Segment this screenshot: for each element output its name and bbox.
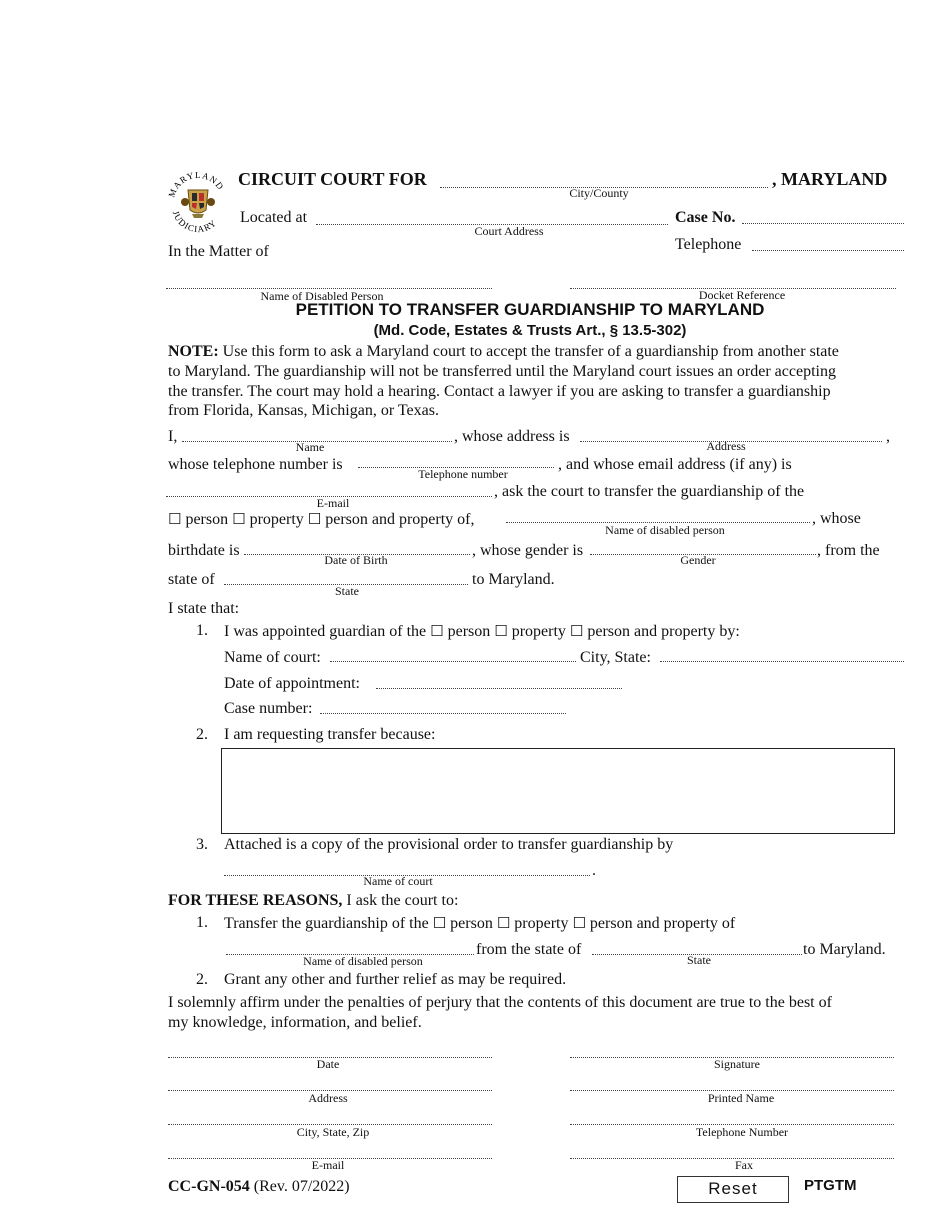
case-number-field[interactable] <box>320 713 566 714</box>
case-number-label: Case number: <box>224 700 313 717</box>
whose-telephone-label: whose telephone number is <box>168 456 343 473</box>
attached-period: . <box>592 862 596 879</box>
item-2-number: 2. <box>196 726 208 743</box>
court-telephone-field[interactable] <box>752 250 904 251</box>
form-code: PTGTM <box>804 1177 857 1194</box>
appointed-person-checkbox[interactable]: ☐ <box>430 622 444 640</box>
affirmation-line-2: my knowledge, information, and belief. <box>168 1014 422 1031</box>
docket-reference-caption: Docket Reference <box>698 288 786 302</box>
note-line-3: the transfer. The court may hold a hearing. Contact a lawyer if you are asking to transfer a guardianship <box>168 383 831 400</box>
reason-1-number: 1. <box>196 914 208 931</box>
appointed-property-label: property <box>511 623 566 640</box>
maryland-label: , MARYLAND <box>772 169 888 189</box>
signer-telephone-caption: Telephone Number <box>695 1125 789 1139</box>
name-of-court-label: Name of court: <box>224 649 321 666</box>
grant-relief-label: Grant any other and further relief as may be required. <box>224 971 567 988</box>
case-no-field[interactable] <box>742 223 904 224</box>
transfer-person-checkbox[interactable]: ☐ <box>432 914 447 932</box>
name-of-court-field[interactable] <box>330 661 576 662</box>
person-checkbox[interactable]: ☐ <box>168 510 182 528</box>
to-maryland-label: to Maryland. <box>472 571 555 588</box>
email-caption: E-mail <box>316 496 350 510</box>
note-line-1 <box>168 342 839 362</box>
reset-button[interactable]: Reset <box>677 1176 789 1203</box>
date-caption: Date <box>316 1057 340 1071</box>
appointed-person-and-property-label: person and property by: <box>587 623 740 640</box>
date-of-appointment-field[interactable] <box>376 688 622 689</box>
address-caption: Address <box>706 439 746 453</box>
for-these-reasons-row <box>168 891 458 911</box>
note-line-4: from Florida, Kansas, Michigan, or Texas. <box>168 402 439 419</box>
ask-court-label: , ask the court to transfer the guardianship of the <box>494 483 805 500</box>
located-at-label: Located at <box>240 209 308 226</box>
property-checkbox[interactable]: ☐ <box>232 510 246 528</box>
date-of-appointment-label: Date of appointment: <box>224 675 360 692</box>
from-state-of-label: from the state of <box>476 941 582 958</box>
whose-email-label: , and whose email address (if any) is <box>558 456 792 473</box>
transfer-person-label: person <box>450 915 493 932</box>
signer-address-caption: Address <box>308 1091 348 1105</box>
i-state-that-label: I state that: <box>168 600 240 617</box>
form-revision: (Rev. 07/2022) <box>249 1178 350 1195</box>
printed-name-caption: Printed Name <box>707 1091 775 1105</box>
person-and-property-option-label: person and property of, <box>325 511 475 528</box>
signer-email-caption: E-mail <box>311 1158 345 1172</box>
city-county-caption: City/County <box>569 186 629 200</box>
reason-name-disabled-caption: Name of disabled person <box>303 954 423 968</box>
transfer-row <box>224 913 735 934</box>
city-state-field[interactable] <box>660 661 904 662</box>
in-the-matter-of-label: In the Matter of <box>168 243 269 260</box>
whose-address-label: , whose address is <box>454 428 570 445</box>
name-caption: Name <box>295 440 325 454</box>
for-these-reasons-text: I ask the court to: <box>342 892 459 909</box>
name-of-court-caption: Name of court <box>363 874 433 888</box>
circuit-court-for-label: CIRCUIT COURT FOR <box>238 169 427 189</box>
name-of-disabled-person-caption-2: Name of disabled person <box>605 523 725 537</box>
state-of-label: state of <box>168 571 215 588</box>
transfer-label: Transfer the guardianship of the <box>224 915 429 932</box>
from-the-label: , from the <box>817 542 880 559</box>
case-no-label: Case No. <box>675 209 736 226</box>
birthdate-label: birthdate is <box>168 542 240 559</box>
person-and-property-checkbox[interactable]: ☐ <box>307 510 322 528</box>
requesting-transfer-label: I am requesting transfer because: <box>224 726 436 743</box>
transfer-person-and-property-checkbox[interactable]: ☐ <box>572 914 586 932</box>
reason-to-maryland-label: to Maryland. <box>803 941 886 958</box>
reason-2-number: 2. <box>196 971 208 988</box>
transfer-property-label: property <box>514 915 569 932</box>
note-text-1: Use this form to ask a Maryland court to accept the transfer of a guardianship from another state <box>218 343 839 360</box>
svg-text:JUDICIARY <box>171 209 219 234</box>
telephone-label: Telephone <box>675 236 742 253</box>
affirmation-line-1: I solemnly affirm under the penalties of perjury that the contents of this document are true to the best of <box>168 994 832 1011</box>
seal-top-text: MARYLAND <box>166 169 227 199</box>
appointed-person-label: person <box>447 623 491 640</box>
telephone-number-caption: Telephone number <box>418 467 508 481</box>
form-title: PETITION TO TRANSFER GUARDIANSHIP TO MARYLAND <box>295 300 765 319</box>
note-line-2: to Maryland. The guardianship will not be transferred until the Maryland court issues an order accepting <box>168 363 836 380</box>
person-option-label: person <box>185 511 229 528</box>
date-of-birth-caption: Date of Birth <box>324 553 388 567</box>
form-subtitle: (Md. Code, Estates & Trusts Art., § 13.5-302) <box>373 322 687 339</box>
whose-label: , whose <box>812 510 861 527</box>
address-comma: , <box>886 428 890 445</box>
i-label: I, <box>168 428 178 445</box>
appointed-property-checkbox[interactable]: ☐ <box>494 622 508 640</box>
city-state-zip-caption: City, State, Zip <box>296 1125 370 1139</box>
attached-label: Attached is a copy of the provisional order to transfer guardianship by <box>224 836 674 853</box>
seal-bottom-text: JUDICIARY <box>170 209 219 234</box>
form-number: CC-GN-054 <box>168 1178 250 1195</box>
name-of-disabled-person-caption: Name of Disabled Person <box>260 289 384 303</box>
guardianship-type-row <box>168 509 475 530</box>
transfer-person-and-property-label: person and property of <box>589 915 736 932</box>
judiciary-seal <box>166 166 230 234</box>
court-address-caption: Court Address <box>474 224 544 238</box>
appointed-label: I was appointed guardian of the <box>224 623 427 640</box>
item-3-number: 3. <box>196 836 208 853</box>
reason-state-caption: State <box>687 953 711 967</box>
gender-caption: Gender <box>680 553 716 567</box>
for-these-reasons-label: FOR THESE REASONS, <box>168 892 343 909</box>
signature-caption: Signature <box>714 1057 760 1071</box>
note-label: NOTE: <box>168 343 219 360</box>
form-id <box>168 1177 350 1197</box>
gender-label: , whose gender is <box>472 542 584 559</box>
item-1-number: 1. <box>196 622 208 639</box>
transfer-reason-textarea[interactable] <box>221 748 895 834</box>
fax-caption: Fax <box>735 1158 753 1172</box>
property-option-label: property <box>249 511 304 528</box>
appointed-person-and-property-checkbox[interactable]: ☐ <box>569 622 584 640</box>
city-state-label: City, State: <box>580 649 651 666</box>
state-caption: State <box>335 584 359 598</box>
transfer-property-checkbox[interactable]: ☐ <box>496 914 511 932</box>
appointed-row <box>224 621 740 642</box>
